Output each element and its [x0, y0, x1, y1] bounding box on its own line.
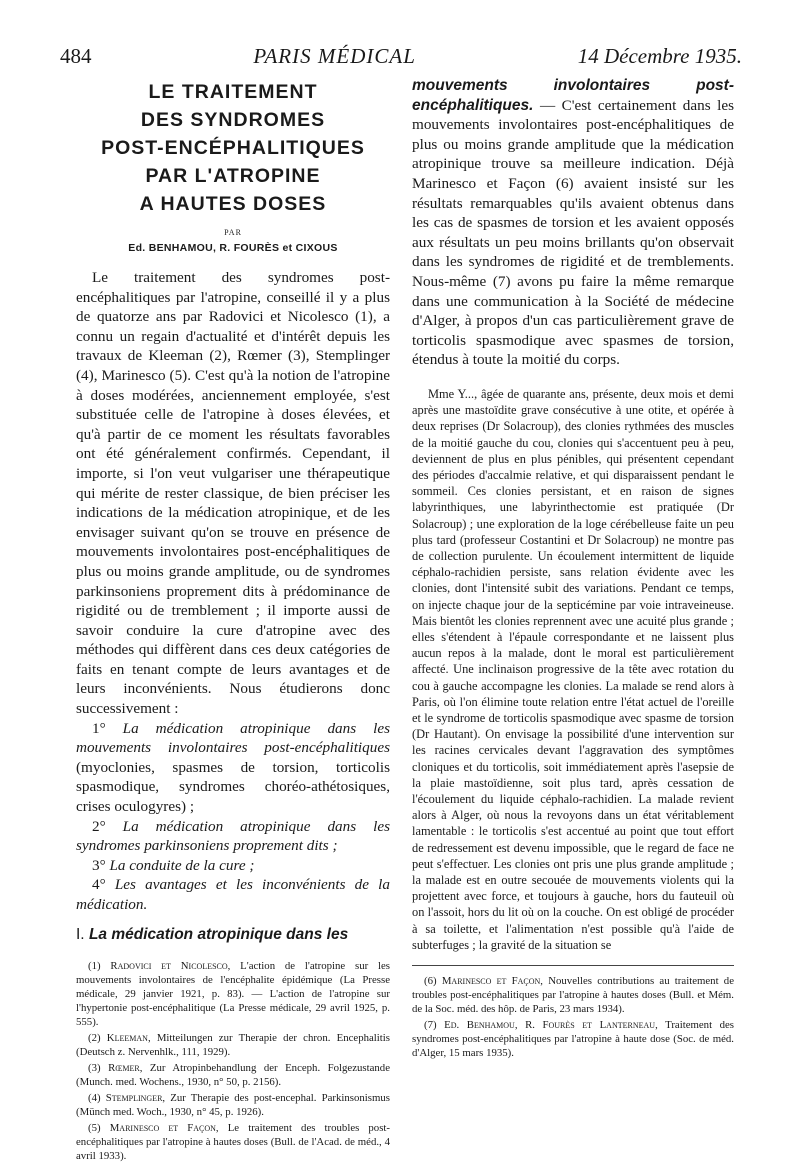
footnote [76, 1031, 390, 1059]
list-italic: La conduite de la cure ; [109, 856, 255, 874]
continuation-text: — C'est certainement dans les mouvements involontaires post-encéphalitiques de plus ou moins grande amplitude que la médication atropinique trouve sa meilleure indication. Déjà Marinesco et Façon (6) avaient insisté sur les résultats remarquables qu'ils avaient obtenus dans les cas de spasmes de torsion et les avaient opposés aux résultats un peu moins brillants qu'on observait dans les syndromes de rigidité et de tremblements. Nous-même (7) avons pu faire la même remarque dans une communication à la Société de médecine d'Alger, à propos d'un cas particulièrement grave de torticolis spasmodique avec spasmes de torsion, étendus à toute la moitié du corps. [412, 96, 734, 369]
page-header [60, 44, 742, 74]
title-line: POST-ENCÉPHALITIQUES [101, 137, 365, 159]
footnote-author: Kleeman [106, 1031, 148, 1044]
footnote-number: (5) [88, 1121, 101, 1134]
list-item [76, 856, 390, 876]
list-item [76, 719, 390, 817]
par-label: PAR [224, 228, 242, 237]
footnotes-right [412, 974, 734, 1060]
footnote [76, 1121, 390, 1163]
list-number: 4° [92, 876, 106, 894]
footnote-text: , Zur Therapie des post-encephal. Parkinsonismus (Münch med. Woch., 1930, n° 45, p. 1926). [76, 1091, 390, 1118]
list-italic: Les avantages et les inconvénients de la médication. [76, 876, 390, 913]
list-rest: (myoclonies, spasmes de torsion, torticolis spasmodique, syndromes choréo-athétosiques, crises oculogyres) ; [76, 758, 390, 816]
page-number: 484 [60, 44, 92, 68]
list-number: 1° [92, 719, 106, 737]
footnote-number: (2) [88, 1031, 101, 1044]
footnote-number: (4) [88, 1091, 101, 1104]
footnote-text: , L'action de l'atropine sur les mouvements involontaires de l'encéphalite épidémique (La Presse médicale, 29 janvier 1921, p. 83). — L'action de l'atropine sur l'hypertonie post-encéphalitique (La Presse médicale, 29 avril 1925, p. 555). [76, 959, 390, 1028]
list-italic: La médication atropinique dans les syndromes parkinsoniens proprement dits ; [76, 817, 390, 855]
list-number: 2° [92, 817, 106, 835]
footnote-divider [412, 965, 734, 966]
footnote [76, 959, 390, 1029]
article-title [76, 80, 390, 216]
footnote-number: (7) [424, 1019, 437, 1032]
footnote-author: Radovici et Nicolesco [110, 959, 228, 972]
case-report: Mme Y..., âgée de quarante ans, présente, deux mois et demi après une mastoïdite grave consécutive à une otite, et opérée à deux reprises (Dr Solacroup), des clonies rythmées des muscles de la moitié gauche du cou, clonies qui s'accentuent peu à peu, deviennent de plus en plus pénibles, qui présentent cependant des périodes d'accalmie relative, et qui disparaissent pendant le sommeil. Ces clonies persistant, et en raison de signes labyrinthiques, une labyrinthectomie est pratiquée (Dr Solacroup) ; une exploration de la loge cérébelleuse faite un peu plus tard (professeur Costantini et Dr Solacroup) ne montre pas de collection purulente. Un écoulement intermittent de liquide céphalo-rachidien persiste, sans relation évidente avec les clonies, dont l'intensité subit des variations. Pendant ce temps, on injecte chaque jour de la septicémine par voie intraveineuse. Mais bientôt les clonies reprennent avec une acuité plus grande ; elles s'étendent à l'épaule correspondante et ne laissent plus aucun repos à la malade, dont le moral est particulièrement affecté. Une inclinaison progressive de la tête avec rotation du cou à gauche accompagne les clonies. La malade se rend alors à Paris, où l'on élimine toute relation entre l'état actuel de l'oreille et le syndrome de torticolis spasmodique avec spasme de torsion (Dr Hautant). On envisage la possibilité d'une intervention sur les racines cervicales devant l'aggravation des symptômes cloniques et du torticolis, soit immédiatement après l'asepsie de la plaie mastoïdienne, soit plus tard, après cessation de l'écoulement du liquide céphalo-rachidien. La malade revient alors à Alger, où nous la revoyons dans un état véritablement lamentable : le torticolis s'est accentué au point que tout effort de redressement est devenu impossible, que le regard de face ne peut s'effectuer. Les clonies ont pris une plus grande amplitude ; la malade est en outre secouée de mouvements violents qui la projettent avec force, et toujours à gauche, hors du fauteuil où on l'assoit, hors du lit où on la couche. On est obligé de procéder à sa toilette, et l'alimentation n'est possible qu'à l'aide de subterfuges ; la gravité de la situation se [412, 386, 734, 952]
list-item [76, 875, 390, 914]
footnote-author: Ed. Benhamou, R. Fourès et Lanterneau [444, 1019, 656, 1032]
journal-title: PARIS MÉDICAL [253, 44, 416, 68]
footnote-text: , Traitement des syndromes post-encéphalitiques par l'atropine à haute dose (Soc. de méd. d'Alger, 15 mars 1935). [412, 1019, 735, 1060]
right-column [412, 76, 734, 1062]
footnote-author: Rœmer [108, 1061, 140, 1074]
article-authors: Ed. BENHAMOU, R. FOURÈS et CIXOUS [128, 242, 338, 254]
section-title: La médication atropinique dans les [88, 925, 349, 943]
list-number: 3° [92, 856, 106, 874]
list-item [76, 817, 390, 856]
footnote-author: Marinesco et Façon [109, 1121, 216, 1134]
footnote-author: Stemplinger [105, 1091, 163, 1104]
footnote [76, 1091, 390, 1119]
section-number: I. [76, 925, 85, 943]
intro-paragraph: Le traitement des syndromes post-encéphalitiques par l'atropine, conseillé il y a plus de quatorze ans par Radovici et Nicolesco (1), a connu un regain d'actualité et d'intérêt depuis les travaux de Kleeman (2), Rœmer (3), Stemplinger (4), Marinesco (5). C'est qu'à la notion de l'atropine à doses modérées, anciennement employée, s'est substituée celle de l'atropine à doses élevées, et qu'à partir de ce moment les résultats favorables ont été généralement confirmés. Cependant, il importe, si l'on veut vulgariser une thérapeutique qui mérite de rester classique, de bien préciser les indications de la médication atropinique, et de les envisager suivant qu'on se trouve en présence de mouvements involontaires post-encéphalitiques de plus ou moins grande amplitude, ou de syndromes parkinsoniens proprement dits à prédominance de rigidité ou de tremblement ; il importe aussi de savoir conduire la cure d'atropine avec des méthodes qui diffèrent dans ces deux catégories de faits en tenant compte de leurs avantages et de leurs inconvénients. Nous étudierons donc successivement : [76, 269, 390, 718]
footnote [412, 974, 734, 1016]
title-line: PAR L'ATROPINE [145, 165, 321, 187]
footnote-text: , Zur Atropinbehandlung der Enceph. Folgezustande (Munch. med. Wochens., 1930, n° 50, p. 2156). [76, 1061, 390, 1088]
footnote-author: Marinesco et Façon [441, 975, 541, 988]
footnote-text: , Mitteilungen zur Therapie der chron. Encephalitis (Deutsch z. Nervenhlk., 111, 1929). [76, 1031, 390, 1058]
footnote [76, 1061, 390, 1089]
issue-date: 14 Décembre 1935. [577, 44, 742, 68]
footnote-text: , Nouvelles contributions au traitement de troubles post-encéphalitiques par l'atropine à hautes doses (Bull. et Mém. de la Soc. méd. des hôp. de Paris, 23 mars 1934). [412, 975, 734, 1016]
footnote-number: (1) [88, 959, 101, 972]
title-line: A HAUTES DOSES [139, 193, 327, 215]
footnotes-left [76, 959, 390, 1163]
footnote-number: (3) [88, 1061, 101, 1074]
continuation-paragraph [412, 76, 734, 370]
footnote-text: , Le traitement des troubles post-encéphalitiques par l'atropine à hautes doses (Bull. de l'Acad. de méd., 4 avril 1933). [76, 1121, 390, 1162]
section-heading [76, 925, 390, 945]
list-italic: La médication atropinique dans les mouvements involontaires post-encéphalitiques [76, 719, 390, 757]
footnote [412, 1018, 734, 1060]
title-line: DES SYNDROMES [140, 109, 326, 131]
left-column [76, 76, 390, 1165]
title-line: LE TRAITEMENT [148, 81, 318, 103]
footnote-number: (6) [424, 975, 437, 988]
continuation-title: mouvements involontaires post-encéphalitiques. [412, 77, 734, 114]
